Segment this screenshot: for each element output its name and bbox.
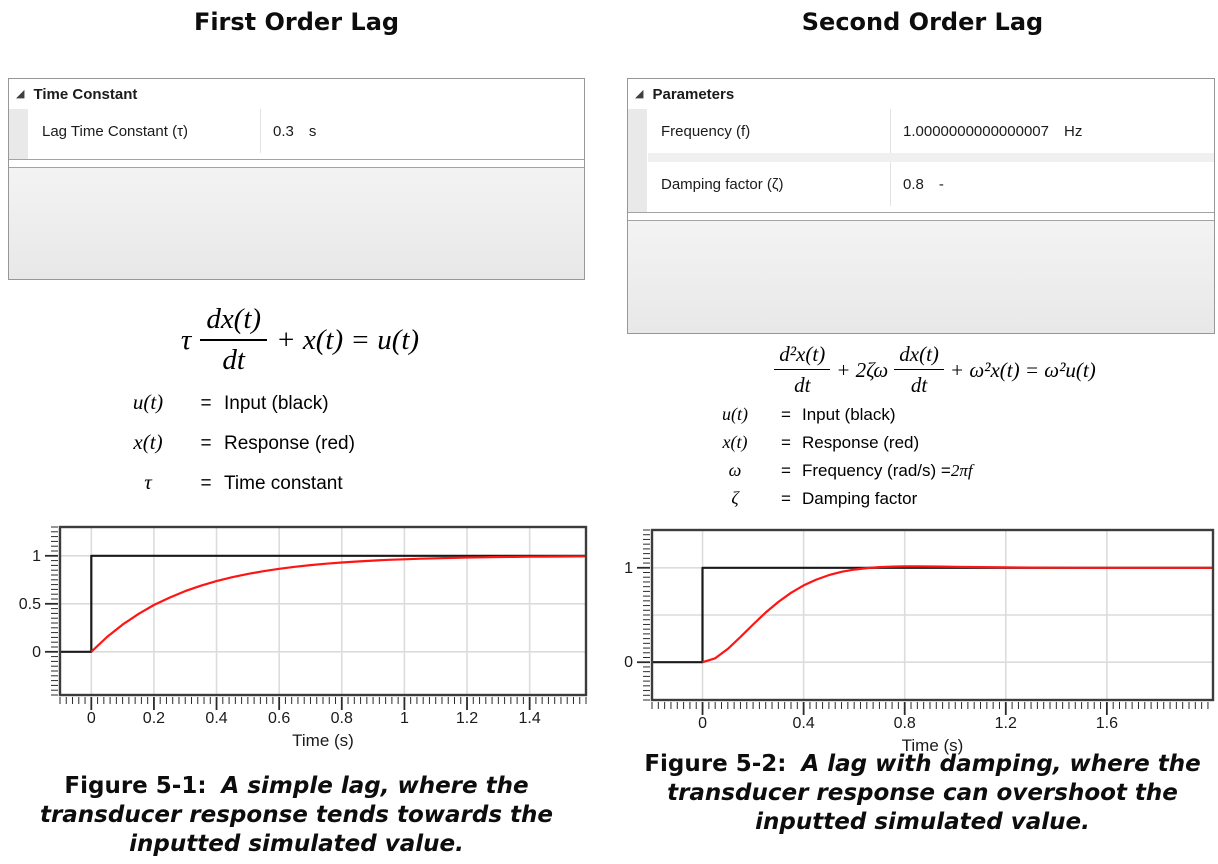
legend-description: Input (black) (802, 405, 896, 424)
equation-fraction-1 (774, 342, 830, 398)
legend-equals: = (200, 393, 212, 414)
panel-splitter[interactable] (628, 212, 1214, 221)
legend-symbol: ω (728, 460, 742, 480)
second-order-legend (700, 404, 973, 516)
row-bottom-strip (29, 153, 584, 159)
equation-fraction-2 (894, 342, 944, 398)
property-rows (9, 109, 584, 159)
svg-text:0.6: 0.6 (268, 710, 291, 727)
second-order-chart (620, 520, 1218, 760)
legend-row-zeta (700, 488, 973, 516)
row-gutter (628, 109, 648, 212)
figure-5-2-caption (627, 750, 1218, 837)
fraction-denominator: dt (910, 373, 928, 397)
fraction-denominator: dt (794, 373, 811, 397)
figure-text: A lag with damping, where the transducer response can overshoot the inputted simulated value. (667, 751, 1201, 835)
legend-equals: = (781, 489, 791, 508)
legend-symbol: x(t) (722, 432, 748, 452)
lag-time-constant-row (29, 109, 584, 153)
legend-symbol: τ (144, 470, 152, 494)
svg-text:0: 0 (698, 715, 707, 732)
svg-text:0.2: 0.2 (142, 710, 166, 727)
svg-text:0.4: 0.4 (205, 710, 228, 727)
group-title: Time Constant (33, 85, 138, 103)
equation-middle: + 2ζω (836, 357, 889, 382)
frequency-row (648, 109, 1214, 153)
panel-empty-area (628, 221, 1214, 333)
legend-equals: = (200, 473, 212, 494)
damping-factor-row (648, 162, 1214, 206)
figure-label: Figure 5-1: (64, 773, 207, 799)
expander-triangle-icon[interactable]: ◢ (16, 87, 25, 100)
legend-symbol: ζ (731, 488, 739, 508)
figure-text: A simple lag, where the transducer response tends towards the inputted simulated value. (39, 773, 554, 857)
legend-row-input (700, 404, 973, 432)
second-order-equation (655, 338, 1215, 402)
svg-text:0.8: 0.8 (330, 710, 353, 727)
first-order-chart (8, 518, 590, 758)
legend-row-tau (108, 470, 355, 510)
legend-description: Response (red) (224, 433, 355, 454)
svg-text:1.6: 1.6 (1095, 715, 1118, 732)
svg-text:0.4: 0.4 (792, 715, 815, 732)
legend-description: Response (red) (802, 433, 920, 452)
equation-coefficient: τ (180, 323, 192, 356)
second-order-title: Second Order Lag (801, 8, 1044, 36)
svg-text:1.2: 1.2 (455, 710, 479, 727)
first-order-equation (20, 294, 580, 386)
svg-text:Time (s): Time (s) (901, 736, 964, 755)
panel-splitter[interactable] (9, 159, 584, 168)
svg-text:1.2: 1.2 (994, 715, 1017, 732)
equation-tail: + x(t) = u(t) (276, 323, 420, 356)
figure-5-1-caption (18, 772, 575, 859)
legend-equals: = (200, 433, 212, 454)
legend-row-response (108, 430, 355, 470)
legend-row-omega (700, 460, 973, 488)
property-value-field[interactable] (261, 109, 584, 153)
svg-text:0.5: 0.5 (18, 595, 41, 613)
legend-description: Input (black) (224, 393, 329, 414)
svg-text:0: 0 (32, 643, 41, 661)
equation-fraction (200, 303, 267, 377)
unit-text: Hz (1064, 122, 1083, 140)
legend-equals: = (781, 433, 791, 452)
svg-text:Time (s): Time (s) (292, 731, 354, 750)
svg-text:0: 0 (624, 654, 633, 672)
property-label: Damping factor (ζ) (648, 162, 891, 206)
property-value-field[interactable] (891, 109, 1214, 153)
svg-text:1: 1 (399, 710, 409, 727)
row-gutter (9, 109, 29, 159)
legend-math: 2πf (950, 461, 973, 480)
legend-row-response (700, 432, 973, 460)
svg-text:1: 1 (32, 547, 41, 565)
fraction-numerator: d²x(t) (774, 342, 830, 370)
group-title: Parameters (652, 85, 735, 103)
figure-label: Figure 5-2: (644, 751, 787, 777)
first-order-title: First Order Lag (193, 8, 400, 36)
expander-triangle-icon[interactable]: ◢ (635, 87, 644, 100)
legend-description: Time constant (224, 473, 343, 494)
fraction-numerator: dx(t) (200, 303, 267, 341)
row-bottom-strip (648, 206, 1214, 212)
legend-symbol: x(t) (133, 430, 163, 454)
fraction-numerator: dx(t) (894, 342, 944, 370)
property-value-field[interactable] (891, 162, 1214, 206)
property-label: Frequency (f) (648, 109, 891, 153)
property-rows (628, 109, 1214, 212)
legend-row-input (108, 390, 355, 430)
legend-symbol: u(t) (132, 390, 164, 414)
value-text[interactable]: 1.0000000000000007 (903, 122, 1049, 140)
legend-description: Damping factor (802, 489, 918, 508)
fraction-denominator: dt (222, 344, 245, 376)
svg-text:0.8: 0.8 (893, 715, 916, 732)
svg-text:1.4: 1.4 (518, 710, 541, 727)
property-label: Lag Time Constant (τ) (29, 109, 261, 153)
legend-equals: = (781, 405, 791, 424)
parameters-panel (627, 78, 1215, 334)
unit-text: - (938, 175, 944, 193)
time-constant-group-header[interactable] (9, 79, 584, 109)
svg-text:0: 0 (86, 710, 96, 727)
time-constant-panel (8, 78, 585, 280)
legend-equals: = (781, 461, 791, 480)
svg-text:1: 1 (624, 559, 633, 577)
unit-text: s (308, 122, 317, 140)
legend-symbol: u(t) (722, 404, 748, 424)
legend-description: Frequency (rad/s) = (802, 461, 951, 480)
panel-empty-area (9, 168, 584, 279)
first-order-legend (108, 390, 355, 510)
value-text[interactable]: 0.3 (273, 122, 294, 140)
value-text[interactable]: 0.8 (903, 175, 924, 193)
parameters-group-header[interactable] (628, 79, 1214, 109)
row-gap (648, 153, 1214, 162)
equation-tail: + ω²x(t) = ω²u(t) (949, 357, 1096, 382)
